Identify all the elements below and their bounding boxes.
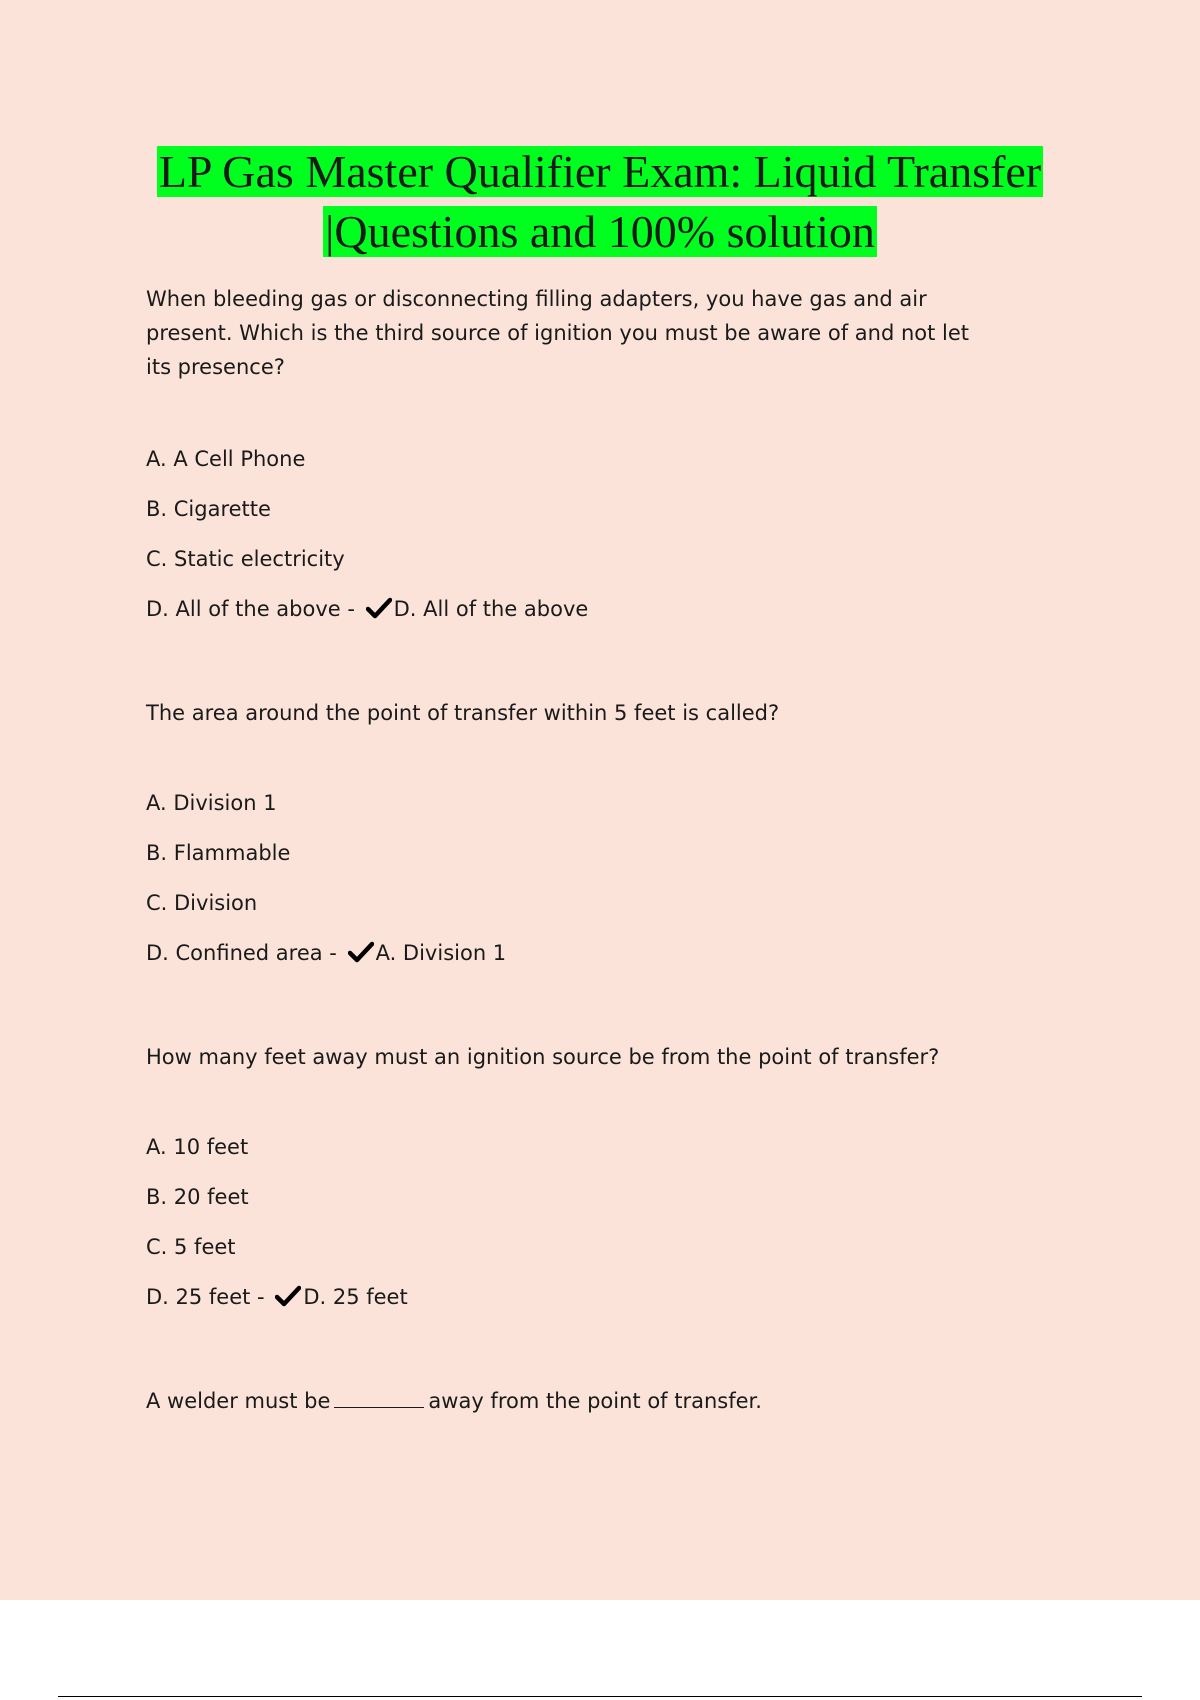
- option-item: D. Confined area -: [146, 941, 337, 965]
- answer-text: D. 25 feet: [303, 1285, 408, 1309]
- answer-text: A. Division 1: [375, 941, 507, 965]
- question-list: [146, 282, 1076, 1488]
- option-item: A. A Cell Phone: [146, 447, 306, 471]
- checkmark-icon: [275, 1284, 301, 1308]
- option-item: C. Static electricity: [146, 547, 345, 571]
- option-list: [146, 442, 1076, 626]
- question-block: [146, 1040, 1076, 1314]
- option-item: C. Division: [146, 891, 258, 915]
- option-item: B. 20 feet: [146, 1185, 249, 1209]
- question-text: How many feet away must an ignition source be from the point of transfer?: [146, 1045, 940, 1069]
- option-item: B. Flammable: [146, 841, 291, 865]
- option-item: D. All of the above -: [146, 597, 355, 621]
- answer-blank: [334, 1385, 424, 1408]
- option-list: [146, 1130, 1076, 1314]
- option-item: D. 25 feet -: [146, 1285, 265, 1309]
- option-item: C. 5 feet: [146, 1235, 236, 1259]
- answer-text: D. All of the above: [393, 597, 589, 621]
- answer-row: [146, 592, 1076, 626]
- option-item: B. Cigarette: [146, 497, 271, 521]
- question-text: When bleeding gas or disconnecting filling adapters, you have gas and air present. Which is the third source of ignition you must be aware of and not let its presence?: [146, 287, 970, 379]
- title-line-2: |Questions and 100% solution: [325, 206, 875, 257]
- question-text-after-blank: away from the point of transfer.: [428, 1389, 762, 1413]
- question-block: [146, 282, 1076, 626]
- answer-row: [146, 936, 1076, 970]
- question-text: The area around the point of transfer within 5 feet is called?: [146, 701, 780, 725]
- question-text: [146, 1384, 1076, 1418]
- option-list: [146, 786, 1076, 970]
- page-title: [0, 142, 1200, 262]
- option-item: A. Division 1: [146, 791, 277, 815]
- title-line-1: LP Gas Master Qualifier Exam: Liquid Transfer: [158, 146, 1042, 197]
- footer-divider: [58, 1696, 1142, 1697]
- checkmark-icon: [348, 940, 374, 964]
- question-block: [146, 1384, 1076, 1418]
- answer-row: [146, 1280, 1076, 1314]
- question-block: [146, 696, 1076, 970]
- option-item: A. 10 feet: [146, 1135, 249, 1159]
- checkmark-icon: [366, 596, 392, 620]
- question-text-before-blank: A welder must be: [146, 1389, 331, 1413]
